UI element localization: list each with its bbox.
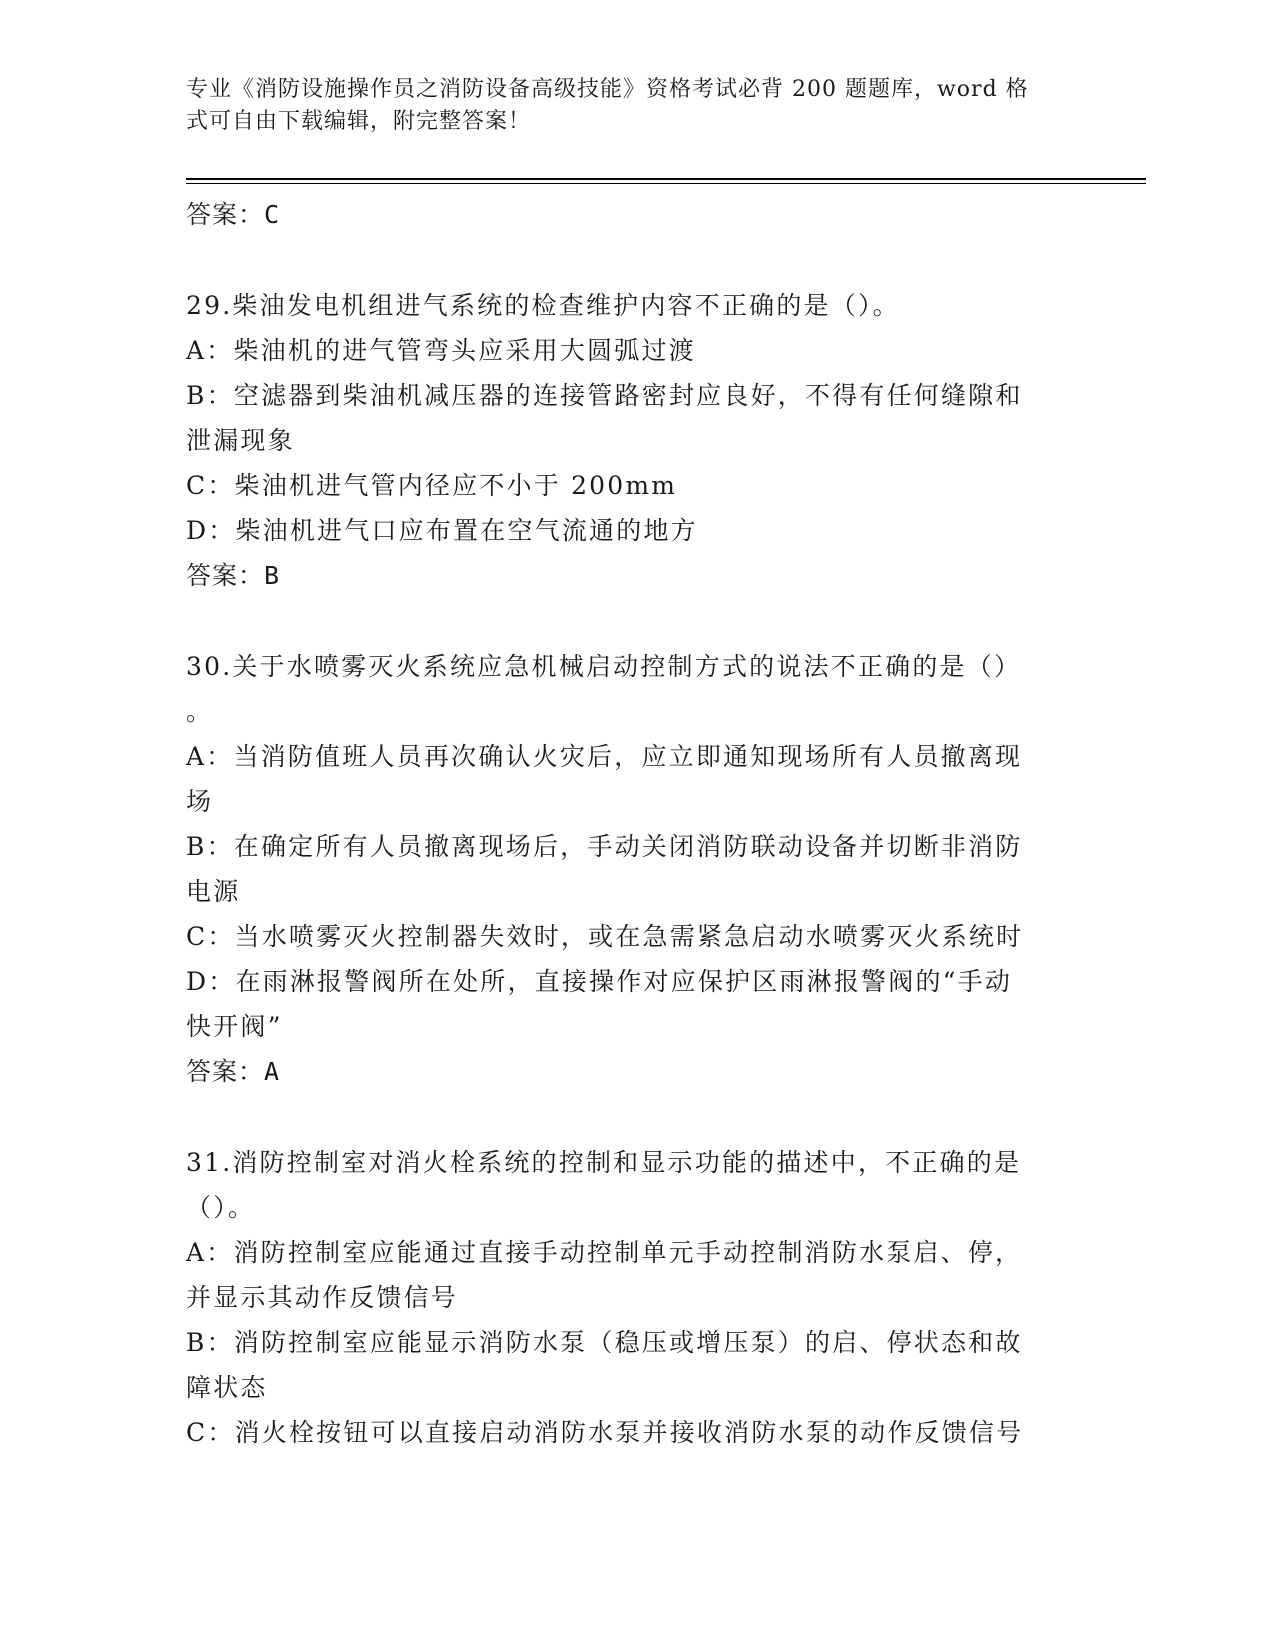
- option-b-continued: 泄漏现象: [186, 426, 295, 455]
- header-line-2: 式可自由下载编辑，附完整答案！: [186, 109, 532, 134]
- option-c: C：消火栓按钮可以直接启动消防水泵并接收消防水泵的动作反馈信号: [186, 1418, 1024, 1447]
- option-b-continued: 电源: [186, 877, 241, 906]
- question-31: [186, 1140, 1066, 1455]
- option-d-continued: 快开阀”: [186, 1012, 283, 1041]
- option-a: A：当消防值班人员再次确认火灾后，应立即通知现场所有人员撤离现: [186, 742, 1023, 771]
- question-stem-continued: 。: [186, 697, 214, 726]
- option-b: B：消防控制室应能显示消防水泵（稳压或增压泵）的启、停状态和故: [186, 1328, 1023, 1357]
- header-divider-thin: [186, 183, 1146, 184]
- option-c: C：柴油机进气管内径应不小于 200mm: [186, 471, 678, 500]
- option-a-continued: 场: [186, 787, 214, 816]
- answer-label: 答案：: [186, 1057, 265, 1086]
- option-d: D：在雨淋报警阀所在处所，直接操作对应保护区雨淋报警阀的“手动: [186, 967, 1013, 996]
- answer-q29: [186, 553, 1066, 598]
- answer-value: A: [264, 1057, 281, 1086]
- answer-label: 答案：: [186, 561, 265, 590]
- option-b: B：在确定所有人员撤离现场后，手动关闭消防联动设备并切断非消防: [186, 832, 1023, 861]
- question-29: [186, 283, 1066, 598]
- answer-label: 答案：: [186, 200, 265, 229]
- option-b-continued: 障状态: [186, 1373, 268, 1402]
- option-a: A：消防控制室应能通过直接手动控制单元手动控制消防水泵启、停，: [186, 1238, 1023, 1267]
- option-a-continued: 并显示其动作反馈信号: [186, 1283, 459, 1312]
- question-30: [186, 644, 1066, 1094]
- question-stem-continued: （）。: [186, 1193, 256, 1222]
- question-stem: 31.消防控制室对消火栓系统的控制和显示功能的描述中，不正确的是: [186, 1148, 1022, 1177]
- document-header: [186, 74, 1066, 138]
- answer-q28: [186, 192, 1066, 237]
- option-b: B：空滤器到柴油机减压器的连接管路密封应良好，不得有任何缝隙和: [186, 381, 1023, 410]
- header-line-1: 专业《消防设施操作员之消防设备高级技能》资格考试必背 200 题题库，word 格: [186, 77, 1029, 102]
- option-c: C：当水喷雾灭火控制器失效时，或在急需紧急启动水喷雾灭火系统时: [186, 922, 1024, 951]
- option-d: D：柴油机进气口应布置在空气流通的地方: [186, 516, 698, 545]
- document-body: [186, 192, 1066, 1455]
- answer-q30: [186, 1049, 1066, 1094]
- question-stem: 30.关于水喷雾灭火系统应急机械启动控制方式的说法不正确的是（）: [186, 652, 1022, 681]
- answer-value: B: [264, 561, 281, 590]
- answer-value: C: [264, 200, 281, 229]
- question-stem: 29.柴油发电机组进气系统的检查维护内容不正确的是（）。: [186, 291, 900, 320]
- header-divider-thick: [186, 178, 1146, 180]
- option-a: A：柴油机的进气管弯头应采用大圆弧过渡: [186, 336, 696, 365]
